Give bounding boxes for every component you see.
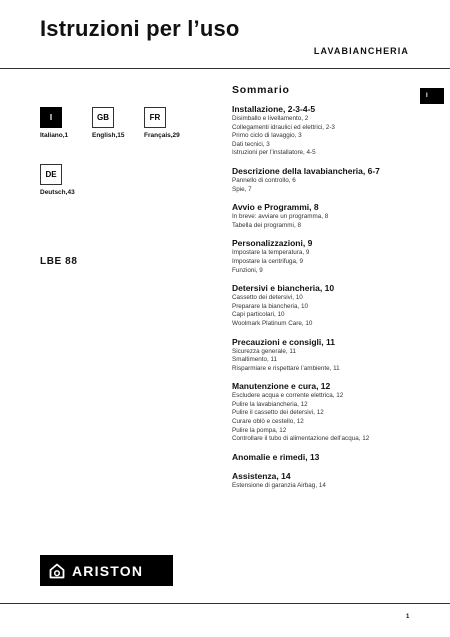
toc-item[interactable]: Impostare la centrifuga, 9 — [232, 257, 304, 265]
brand-name: ARISTON — [72, 562, 144, 579]
language-button-gb[interactable]: GB — [92, 107, 114, 128]
toc-section-manutenzione — [232, 381, 432, 444]
toc-item[interactable]: Risparmiare e rispettare l’ambiente, 11 — [232, 364, 340, 372]
toc-section-heading[interactable]: Manutenzione e cura, 12 — [232, 381, 331, 392]
top-divider — [0, 68, 450, 69]
toc-item[interactable]: Pulire la pompa, 12 — [232, 426, 287, 434]
toc-item[interactable]: Impostare la temperatura, 9 — [232, 249, 310, 257]
toc-section-heading[interactable]: Detersivi e biancheria, 10 — [232, 283, 335, 294]
toc-section-heading[interactable]: Anomalie e rimedi, 13 — [232, 451, 320, 462]
toc-item[interactable]: Primo ciclo di lavaggio, 3 — [232, 132, 302, 140]
toc-item[interactable]: Istruzioni per l’installatore, 4-5 — [232, 149, 316, 157]
toc-section-precauzioni — [232, 337, 432, 374]
toc-section-installazione — [232, 104, 432, 158]
toc-item[interactable]: Spie, 7 — [232, 185, 252, 193]
language-button-it[interactable]: I — [40, 107, 62, 128]
toc-item[interactable]: Sicurezza generale, 11 — [232, 347, 296, 355]
toc-section-heading[interactable]: Descrizione della lavabiancheria, 6-7 — [232, 165, 380, 176]
language-label-gb: English,15 — [92, 132, 125, 139]
toc-section-avvio — [232, 202, 432, 230]
language-label-it: Italiano,1 — [40, 132, 69, 139]
toc-section-personalizzazioni — [232, 238, 432, 275]
language-side-tab: I — [420, 88, 444, 104]
toc-item[interactable]: Dati tecnici, 3 — [232, 140, 270, 148]
toc-item[interactable]: Pulire la lavabiancheria, 12 — [232, 400, 308, 408]
toc-item[interactable]: Collegamenti idraulici ed elettrici, 2-3 — [232, 123, 335, 131]
toc-section-heading[interactable]: Assistenza, 14 — [232, 470, 291, 481]
toc-item[interactable]: Capi particolari, 10 — [232, 311, 285, 319]
toc-item[interactable]: Escludere acqua e corrente elettrica, 12 — [232, 392, 344, 400]
page-title: Istruzioni per l’uso — [40, 16, 240, 41]
toc-item[interactable]: In breve: avviare un programma, 8 — [232, 213, 329, 221]
model-number: LBE 88 — [40, 256, 78, 267]
toc-item[interactable]: Funzioni, 9 — [232, 266, 263, 274]
toc-section-heading[interactable]: Avvio e Programmi, 8 — [232, 202, 319, 213]
language-button-de[interactable]: DE — [40, 164, 62, 185]
toc-section-heading[interactable]: Installazione, 2-3-4-5 — [232, 104, 316, 114]
toc-item[interactable]: Smaltimento, 11 — [232, 356, 278, 364]
toc-section-heading[interactable]: Precauzioni e consigli, 11 — [232, 336, 335, 347]
toc-item[interactable]: Estensione di garanzia Airbag, 14 — [232, 481, 326, 489]
ariston-logo — [40, 555, 173, 586]
bottom-divider — [0, 603, 450, 604]
toc-item[interactable]: Pannello di controllo, 6 — [232, 176, 296, 184]
language-label-de: Deutsch,43 — [40, 189, 75, 196]
toc-item[interactable]: Preparare la biancheria, 10 — [232, 302, 308, 310]
house-icon — [49, 563, 65, 579]
toc-section-descrizione — [232, 166, 432, 194]
toc-item[interactable]: Tabella dei programmi, 8 — [232, 221, 301, 229]
toc-item[interactable]: Disimballo e livellamento, 2 — [232, 115, 309, 122]
toc-item[interactable]: Woolmark Platinum Care, 10 — [232, 319, 313, 327]
toc-item[interactable]: Curare oblò e cestello, 12 — [232, 418, 304, 426]
language-button-fr[interactable]: FR — [144, 107, 166, 128]
toc-item[interactable]: Controllare il tubo di alimentazione dell’acqua, 12 — [232, 435, 370, 443]
document-type: LAVABIANCHERIA — [313, 46, 409, 56]
toc-section-detersivi — [232, 283, 432, 328]
toc-section-anomalie — [232, 452, 432, 463]
table-of-contents — [232, 84, 432, 498]
page-number: 1 — [406, 614, 410, 620]
toc-item[interactable]: Pulire il cassetto dei detersivi, 12 — [232, 409, 324, 417]
language-label-fr: Français,29 — [144, 132, 180, 139]
toc-item[interactable]: Cassetto dei detersivi, 10 — [232, 294, 303, 302]
toc-section-heading[interactable]: Personalizzazioni, 9 — [232, 238, 313, 249]
toc-section-assistenza — [232, 471, 432, 491]
toc-title: Sommario — [232, 84, 290, 96]
